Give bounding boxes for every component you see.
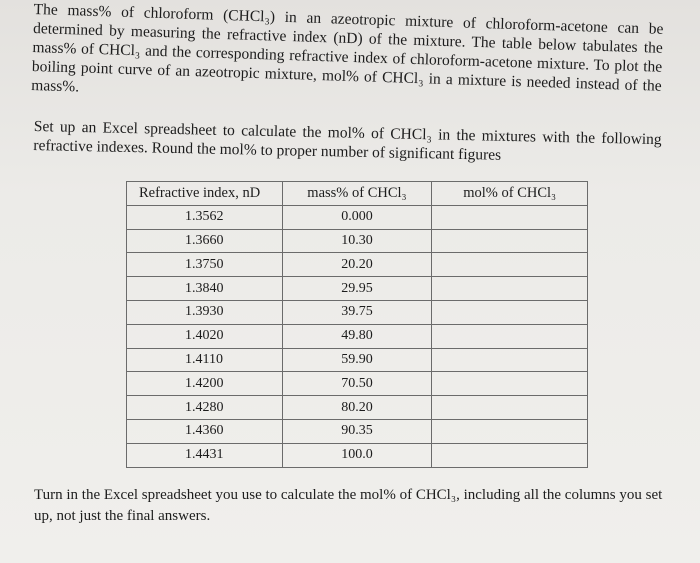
cell-mol-percent	[432, 372, 588, 396]
cell-refractive-index: 1.4110	[127, 348, 283, 372]
table-row	[127, 253, 588, 277]
table-row	[127, 205, 588, 229]
cell-refractive-index: 1.4280	[127, 396, 283, 420]
data-table	[126, 181, 588, 468]
table-row	[127, 396, 588, 420]
table-row	[127, 300, 588, 324]
footer-paragraph	[34, 485, 674, 527]
cell-mol-percent	[432, 348, 588, 372]
cell-mass-percent: 80.20	[282, 396, 432, 420]
cell-mol-percent	[432, 324, 588, 348]
cell-mol-percent	[432, 396, 588, 420]
table-row	[127, 419, 588, 443]
cell-mass-percent: 70.50	[282, 372, 432, 396]
cell-refractive-index: 1.4200	[127, 372, 283, 396]
cell-mol-percent	[432, 205, 588, 229]
cell-refractive-index: 1.3660	[127, 229, 283, 253]
table-row	[127, 348, 588, 372]
task-text: Set up an Excel spreadsheet to calculate the mol% of CHCl₃ in the mixtures with the following refractive indexes. Round the mol% to proper number of significant figures	[33, 117, 662, 164]
cell-mass-percent: 29.95	[282, 277, 432, 301]
cell-mass-percent: 20.20	[282, 253, 432, 277]
cell-refractive-index: 1.3562	[127, 205, 283, 229]
cell-mol-percent	[432, 300, 588, 324]
task-paragraph	[33, 117, 662, 168]
cell-refractive-index: 1.3840	[127, 277, 283, 301]
cell-mass-percent: 10.30	[282, 229, 432, 253]
cell-mass-percent: 90.35	[282, 419, 432, 443]
cell-mass-percent: 49.80	[282, 324, 432, 348]
cell-mass-percent: 0.000	[282, 205, 432, 229]
cell-refractive-index: 1.3750	[127, 253, 283, 277]
cell-refractive-index: 1.4020	[127, 324, 283, 348]
table-header-row	[127, 182, 588, 206]
cell-refractive-index: 1.4360	[127, 419, 283, 443]
cell-mol-percent	[432, 229, 588, 253]
footer-text: Turn in the Excel spreadsheet you use to calculate the mol% of CHCl₃, including all the columns you set up, not just the final answers.	[34, 487, 663, 524]
cell-mol-percent	[432, 443, 588, 467]
table-row	[127, 443, 588, 467]
cell-refractive-index: 1.3930	[127, 300, 283, 324]
cell-mol-percent	[432, 253, 588, 277]
header-refractive-index: Refractive index, nD	[127, 182, 283, 206]
cell-refractive-index: 1.4431	[127, 443, 283, 467]
intro-text: The mass% of chloroform (CHCl₃) in an azeotropic mixture of chloroform-acetone can be determined by measuring the refractive index (nD) of the mixture. The table below tabulates the mass% of CHCl₃ and the corresponding refractive index of chloroform-acetone mixture. To plot the boiling point curve of an azeotropic mixture, mol% of CHCl₃ in a mixture is needed instead of the mass%.	[31, 0, 664, 96]
table-row	[127, 324, 588, 348]
cell-mol-percent	[432, 419, 588, 443]
header-mol-percent: mol% of CHCl₃	[432, 182, 588, 206]
header-mass-percent: mass% of CHCl₃	[282, 182, 432, 206]
data-table-container	[126, 181, 588, 468]
table-row	[127, 372, 588, 396]
cell-mol-percent	[432, 277, 588, 301]
cell-mass-percent: 59.90	[282, 348, 432, 372]
table-row	[127, 229, 588, 253]
cell-mass-percent: 39.75	[282, 300, 432, 324]
cell-mass-percent: 100.0	[282, 443, 432, 467]
intro-paragraph	[31, 0, 664, 115]
table-row	[127, 277, 588, 301]
